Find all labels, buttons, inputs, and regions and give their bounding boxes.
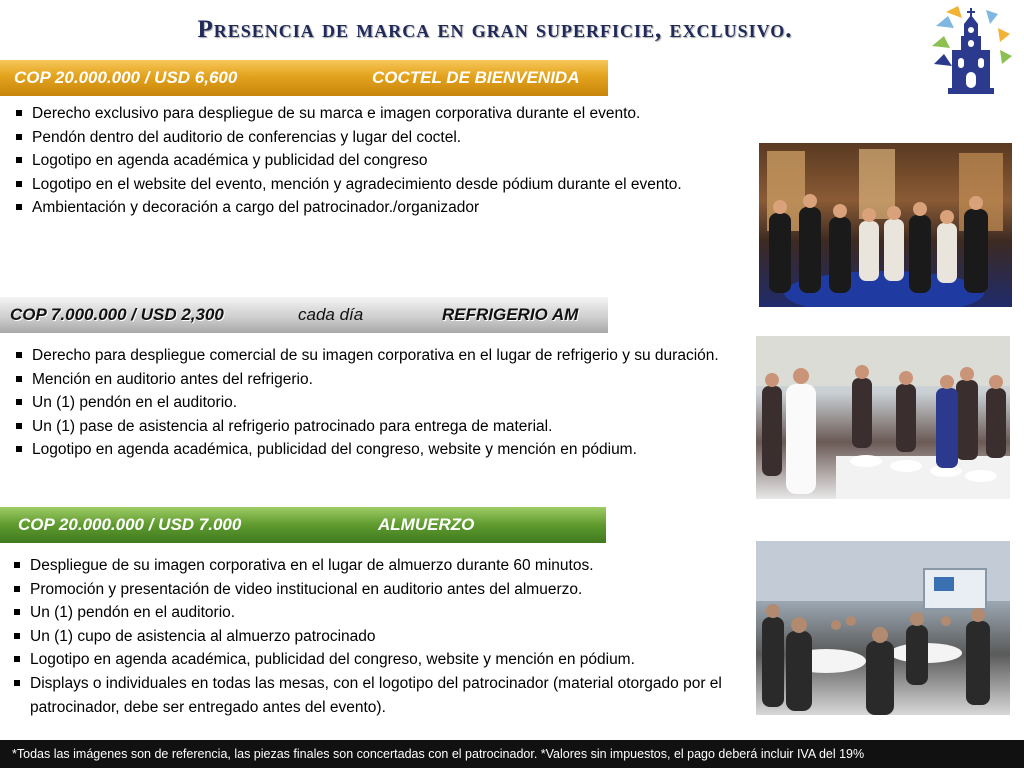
disclaimer-footer: *Todas las imágenes son de referencia, las piezas finales son concertadas con el patrocinador. *Valores sin impuestos, el pago deberá incluir IVA del 19% (0, 740, 1024, 768)
list-item: Despliegue de su imagen corporativa en el lugar de almuerzo durante 60 minutos. (10, 554, 750, 578)
lunch-photo (756, 541, 1010, 715)
list-item: Logotipo en el website del evento, mención y agradecimiento desde pódium durante el evento. (12, 173, 752, 197)
list-item: Un (1) pendón en el auditorio. (10, 601, 750, 625)
section-price: COP 20.000.000 / USD 7.000 (18, 515, 242, 534)
list-item: Ambientación y decoración a cargo del patrocinador./organizador (12, 196, 752, 220)
list-item: Derecho para despliegue comercial de su imagen corporativa en el lugar de refrigerio y su duración. (12, 344, 752, 368)
section-band-almuerzo (0, 507, 606, 543)
section-band-refrigerio (0, 297, 608, 333)
section-price: COP 20.000.000 / USD 6,600 (14, 68, 238, 87)
list-item: Logotipo en agenda académica y publicidad del congreso (12, 149, 752, 173)
section-name: ALMUERZO (378, 515, 475, 534)
list-item: Promoción y presentación de video institucional en auditorio antes del almuerzo. (10, 578, 750, 602)
section-name: REFRIGERIO AM (442, 305, 579, 324)
section-frequency: cada día (298, 305, 364, 324)
list-item: Un (1) cupo de asistencia al almuerzo patrocinado (10, 625, 750, 649)
cocktail-photo (759, 143, 1012, 307)
list-item: Logotipo en agenda académica, publicidad del congreso, website y mención en pódium. (10, 648, 750, 672)
refreshment-photo (756, 336, 1010, 499)
section-name: COCTEL DE BIENVENIDA (372, 68, 580, 87)
section-price: COP 7.000.000 / USD 2,300 (10, 305, 224, 324)
church-tower-logo-icon (928, 2, 1014, 98)
list-item: Un (1) pendón en el auditorio. (12, 391, 752, 415)
benefits-list-coctel (12, 102, 752, 220)
page-title: Presencia de marca en gran superficie, exclusivo. (197, 16, 793, 43)
benefits-list-almuerzo (10, 554, 750, 719)
list-item: Displays o individuales en todas las mesas, con el logotipo del patrocinador (material otorgado por el patrocinador, debe ser entregado antes del evento). (10, 672, 750, 719)
list-item: Mención en auditorio antes del refrigerio. (12, 368, 752, 392)
section-band-coctel (0, 60, 608, 96)
list-item: Pendón dentro del auditorio de conferencias y lugar del coctel. (12, 126, 752, 150)
list-item: Derecho exclusivo para despliegue de su marca e imagen corporativa durante el evento. (12, 102, 752, 126)
list-item: Logotipo en agenda académica, publicidad del congreso, website y mención en pódium. (12, 438, 752, 462)
benefits-list-refrigerio (12, 344, 752, 462)
list-item: Un (1) pase de asistencia al refrigerio patrocinado para entrega de material. (12, 415, 752, 439)
